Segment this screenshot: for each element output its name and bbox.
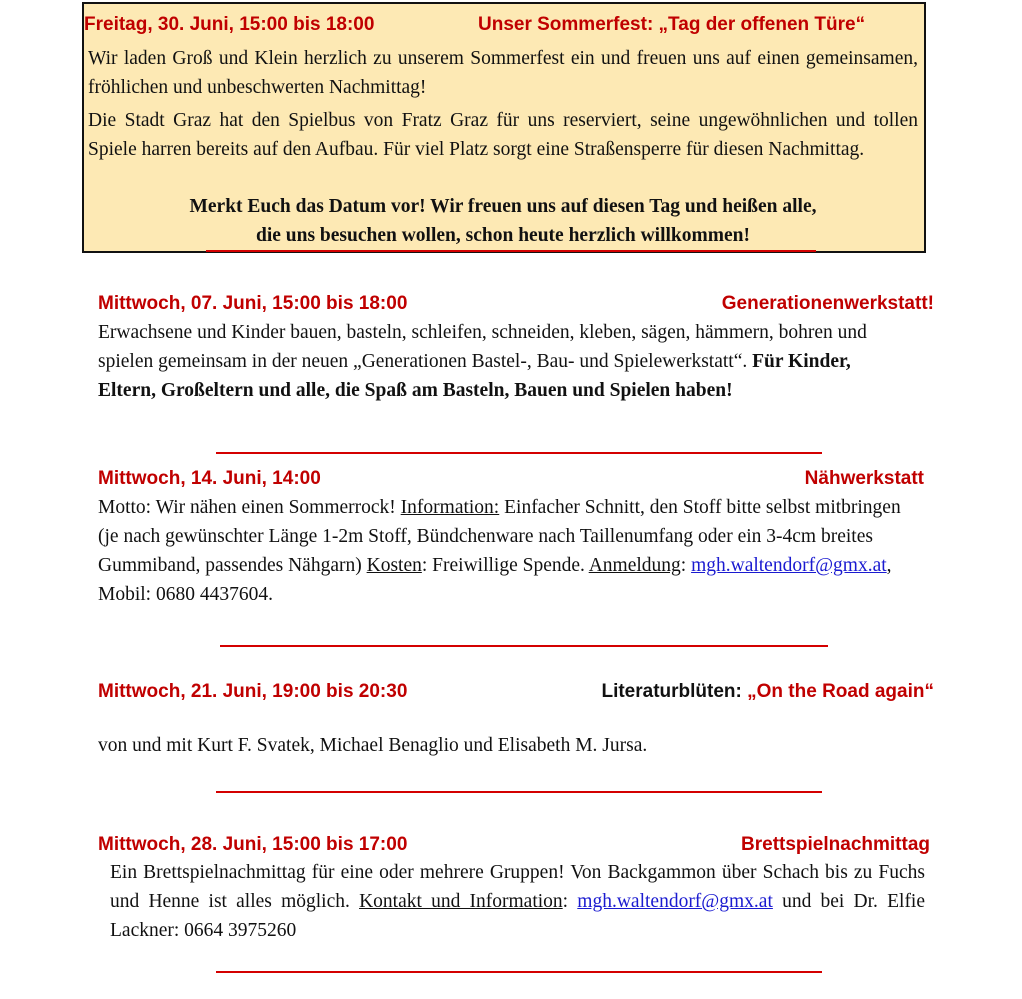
event-header (98, 468, 924, 496)
event-title (601, 681, 934, 703)
event-text: und bei Dr. Elfie Lackner: 0664 3975260 (110, 891, 926, 941)
separator-line (216, 452, 822, 454)
separator-line (216, 791, 822, 793)
event-text: : Freiwillige Spende. (421, 555, 589, 576)
event-description (98, 493, 918, 609)
event-header (98, 293, 934, 321)
event-date: Mittwoch, 21. Juni, 19:00 bis 20:30 (98, 681, 408, 702)
event-title: Brettspielnachmittag (741, 834, 930, 855)
highlight-line: Merkt Euch das Datum vor! Wir freuen uns auf diesen Tag und heißen alle, (189, 196, 817, 217)
event-description (98, 318, 888, 405)
event-paragraph: Die Stadt Graz hat den Spielbus von Fratz Graz für uns reserviert, seine ungewöhnlichen und tollen Spiele harren bereits auf den Aufbau. Für viel Platz sorgt eine Straßensperre für diesen Nachmittag. (88, 110, 918, 160)
highlight-line: die uns besuchen wollen, schon heute herzlich willkommen! (255, 225, 751, 246)
event-text: : (562, 891, 578, 912)
event-title-quote: „On the Road again“ (747, 681, 934, 702)
event-text: Ein Brettspielnachmittag für eine oder mehrere Gruppen! Von Backgammon über Schach bis zu Fuchs und Henne ist alles möglich. (110, 862, 925, 912)
costs-label: Kosten (366, 555, 422, 576)
event-text: : (680, 555, 692, 576)
event-date: Freitag, 30. Juni, 15:00 bis 18:00 (84, 14, 375, 35)
event-title: Unser Sommerfest: „Tag der offenen Türe“ (478, 14, 866, 35)
event-header (98, 681, 934, 709)
event-description: von und mit Kurt F. Svatek, Michael Benaglio und Elisabeth M. Jursa. (98, 735, 648, 756)
event-description (110, 858, 925, 945)
event-title: Nähwerkstatt (804, 468, 924, 489)
separator-line (206, 250, 816, 252)
separator-line (220, 645, 828, 647)
event-text: Erwachsene und Kinder bauen, basteln, schleifen, schneiden, kleben, sägen, hämmern, bohren und spielen gemeinsam in der neuen „Generationen Bastel-, Bau- und Spielewerkstatt“. (98, 322, 867, 372)
event-text: , Mobil: 0680 4437604. (98, 555, 892, 605)
event-title: Generationenwerkstatt! (721, 293, 934, 314)
event-highlight: Für Kinder, Eltern, Großeltern und alle, die Spaß am Basteln, Bauen und Spielen haben! (98, 351, 851, 401)
email-link[interactable]: mgh.waltendorf@gmx.at (577, 891, 773, 912)
event-title-prefix: Literaturblüten: (601, 681, 748, 702)
registration-label: Anmeldung (588, 555, 681, 576)
event-date: Mittwoch, 07. Juni, 15:00 bis 18:00 (98, 293, 408, 314)
info-label: Information: (400, 497, 500, 518)
separator-line (216, 971, 822, 973)
event-text: Motto: Wir nähen einen Sommerrock! (98, 497, 401, 518)
event-text: Einfacher Schnitt, den Stoff bitte selbst mitbringen (je nach gewünschter Länge 1-2m Stoff, Bündchenware nach Taillenumfang oder ein 3-4cm breites Gummiband, passendes Nähgarn) (98, 497, 901, 576)
event-date: Mittwoch, 14. Juni, 14:00 (98, 468, 321, 489)
event-sommerfest-box (82, 2, 926, 253)
email-link[interactable]: mgh.waltendorf@gmx.at (691, 555, 887, 576)
event-date: Mittwoch, 28. Juni, 15:00 bis 17:00 (98, 834, 408, 855)
contact-label: Kontakt und Information (359, 891, 563, 912)
event-paragraph: Wir laden Groß und Klein herzlich zu unserem Sommerfest ein und freuen uns auf einen gemeinsamen, fröhlichen und unbeschwerten Nachmittag! (88, 48, 918, 98)
event-highlight (88, 192, 918, 250)
